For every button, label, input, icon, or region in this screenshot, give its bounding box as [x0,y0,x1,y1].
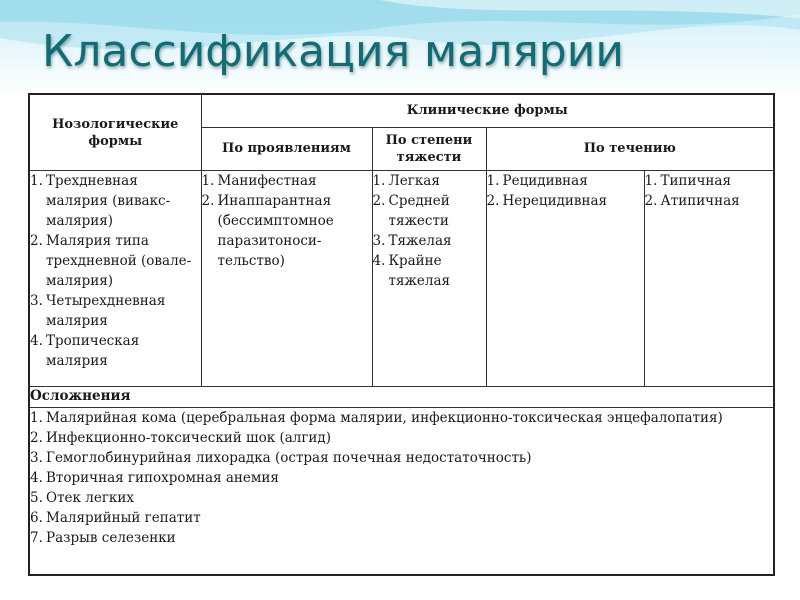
list-item: 5. Отек легких [30,490,134,506]
list-item: 7. Разрыв селезенки [30,530,176,546]
course-type-list [645,171,774,211]
header-by-course: По течению [486,127,774,170]
classification-table [28,93,775,576]
list-item: 3. Четырехдневная малярия [30,293,166,329]
header-nosological-forms: Нозологические формы [29,94,201,171]
severity-list [373,171,486,291]
list-item: 2. Атипичная [644,193,740,209]
list-item: 2. Инфекционно-токсический шок (алгид) [30,430,331,446]
complications-header: Осложнения [29,387,774,408]
list-item: 2. Средней тяжести [372,193,450,229]
list-item: 1. Типичная [644,173,731,189]
list-item: 4. Крайне тяжелая [372,253,451,289]
list-item: 4. Тропическая малярия [30,333,140,369]
list-item: 1. Легкая [372,173,440,189]
list-item: 2. Нерецидивная [486,193,608,209]
list-item: 2. Инаппарантная (бессимптомное паразитоноси-тельство) [201,193,334,269]
header-by-manifestation: По проявлениям [201,127,372,170]
cell-complications [29,408,774,576]
list-item: 2. Малярия типа трехдневной (овале-малярия) [30,233,192,289]
cell-by-severity [372,171,486,387]
header-clinical-forms: Клинические формы [201,94,774,127]
manifestation-list [202,171,372,271]
list-item: 4. Вторичная гипохромная анемия [30,470,279,486]
complications-list [30,408,773,548]
list-item: 1. Манифестная [201,173,317,189]
cell-by-course-recurrence [486,171,644,387]
list-item: 3. Тяжелая [372,233,452,249]
nosological-forms-list [30,171,201,371]
header-by-severity: По степени тяжести [372,127,486,170]
list-item: 6. Малярийный гепатит [30,510,201,526]
list-item: 1. Рецидивная [486,173,588,189]
cell-by-manifestation [201,171,372,387]
list-item: 3. Гемоглобинурийная лихорадка (острая почечная недостаточность) [30,450,532,466]
slide-header-background [0,0,800,96]
course-recurrence-list [487,171,644,211]
cell-by-course-type [644,171,774,387]
list-item: 1. Трехдневная малярия (вивакс-малярия) [30,173,171,229]
cell-nosological-forms [29,171,201,387]
list-item: 1. Малярийная кома (церебральная форма малярии, инфекционно-токсическая энцефалопатия) [30,410,723,426]
slide-title: Классификация малярии [42,26,624,77]
